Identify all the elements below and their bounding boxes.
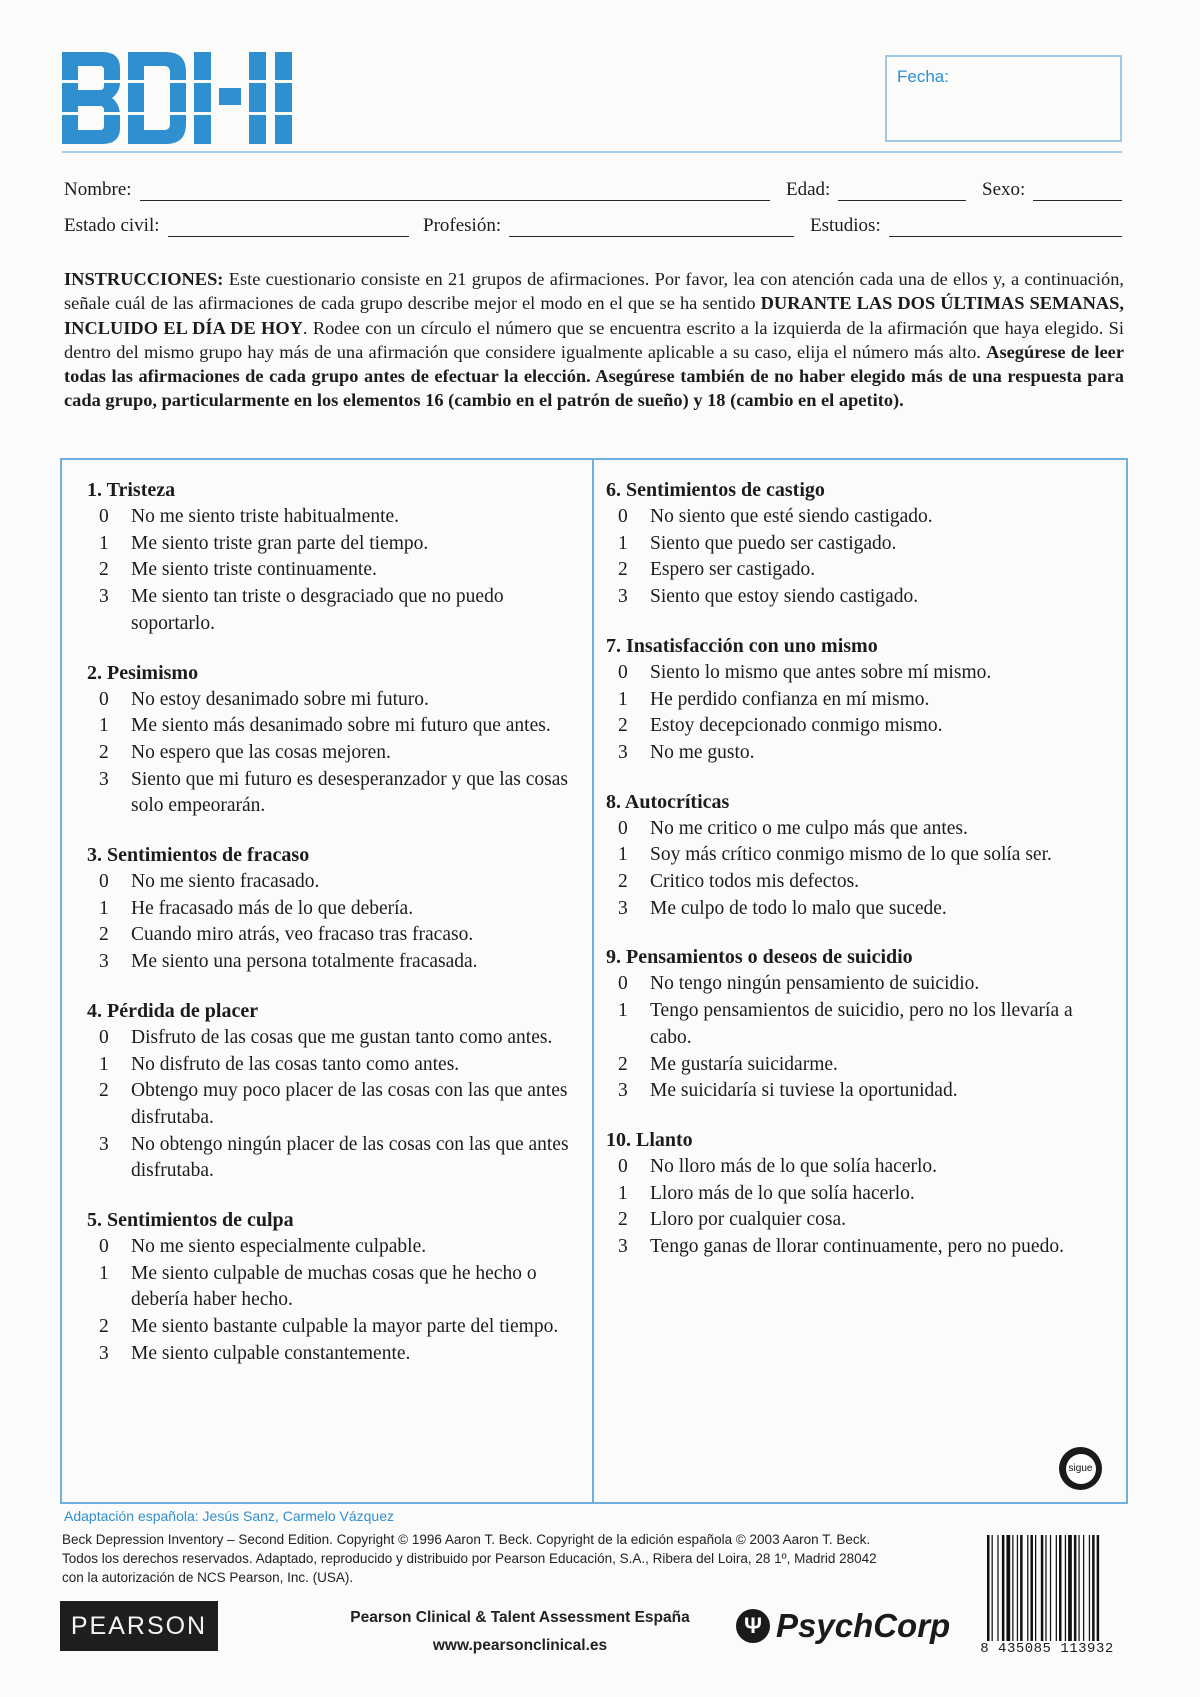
barcode-bar (1045, 1535, 1046, 1645)
question-item (606, 1127, 1096, 1261)
answer-option[interactable] (87, 1234, 587, 1261)
question-item (87, 477, 587, 638)
answer-text: No tengo ningún pensamiento de suicidio. (650, 973, 980, 995)
date-label: Fecha: (897, 67, 949, 86)
answer-number[interactable]: 0 (618, 1155, 628, 1177)
answer-option[interactable] (87, 1261, 587, 1314)
question-item (87, 660, 587, 821)
sex-field[interactable] (1033, 180, 1122, 201)
answer-option[interactable] (87, 869, 587, 896)
answer-number[interactable]: 2 (99, 741, 109, 763)
publisher-website[interactable]: www.pearsonclinical.es (432, 1637, 608, 1654)
barcode-bar (1020, 1535, 1023, 1645)
answer-option[interactable] (87, 584, 587, 637)
answer-option[interactable] (87, 1314, 587, 1341)
header-divider (62, 151, 1122, 153)
answer-number[interactable]: 2 (618, 559, 628, 581)
answer-option[interactable] (87, 1052, 587, 1079)
answer-option[interactable] (87, 949, 587, 976)
answer-number[interactable]: 3 (99, 586, 109, 608)
answer-option[interactable] (87, 687, 587, 714)
barcode-bar (1056, 1535, 1057, 1645)
answer-text: No disfruto de las cosas tanto como antes. (131, 1053, 460, 1075)
personal-data-row-1 (64, 173, 1122, 201)
profession-field[interactable] (509, 216, 794, 237)
continue-icon: sigue (1059, 1447, 1102, 1490)
answer-text: Siento lo mismo que antes sobre mí mismo. (650, 661, 992, 683)
answer-number[interactable]: 1 (99, 715, 109, 737)
answer-number[interactable]: 2 (99, 559, 109, 581)
answer-number[interactable]: 1 (618, 688, 628, 710)
question-item (87, 1207, 587, 1368)
answer-option[interactable] (606, 1078, 1096, 1105)
answer-text: He fracasado más de lo que debería. (131, 897, 414, 919)
answer-option[interactable] (606, 584, 1096, 611)
answer-option[interactable] (606, 504, 1096, 531)
column-divider (592, 459, 594, 1502)
name-label: Nombre: (64, 179, 132, 200)
answer-option[interactable] (606, 998, 1096, 1051)
answer-number[interactable]: 0 (618, 817, 628, 839)
answer-text: Me siento triste gran parte del tiempo. (131, 532, 429, 554)
answer-number[interactable]: 0 (99, 1236, 109, 1258)
civil-status-field[interactable] (168, 216, 409, 237)
answer-option[interactable] (606, 740, 1096, 767)
question-title: 2. Pesimismo (87, 661, 199, 684)
answer-number[interactable]: 3 (618, 1080, 628, 1102)
answer-text: Tengo ganas de llorar continuamente, pero no puedo. (650, 1236, 1064, 1258)
barcode (985, 1535, 1120, 1655)
answer-text: Estoy decepcionado conmigo mismo. (650, 715, 943, 737)
answer-option[interactable] (87, 1341, 587, 1368)
answer-option[interactable] (606, 713, 1096, 740)
answer-option[interactable] (606, 1207, 1096, 1234)
answer-number[interactable]: 1 (618, 532, 628, 554)
answer-number[interactable]: 2 (618, 1209, 628, 1231)
barcode-bar (1041, 1535, 1044, 1645)
answer-option[interactable] (606, 816, 1096, 843)
answer-number[interactable]: 0 (99, 871, 109, 893)
answer-number[interactable]: 3 (99, 1342, 109, 1364)
answer-option[interactable] (87, 504, 587, 531)
answer-option[interactable] (87, 1025, 587, 1052)
answer-option[interactable] (606, 687, 1096, 714)
items-column-right (606, 477, 1096, 1283)
pearson-logo: PEARSON (60, 1601, 218, 1651)
answer-option[interactable] (606, 842, 1096, 869)
question-title: 4. Pérdida de placer (87, 999, 259, 1022)
question-title: 6. Sentimientos de castigo (606, 479, 825, 501)
answer-number[interactable]: 3 (618, 586, 628, 608)
barcode-bar (1078, 1535, 1079, 1645)
answer-option[interactable] (606, 896, 1096, 923)
question-item (606, 477, 1096, 611)
barcode-bar (1074, 1535, 1077, 1645)
answer-text: Me siento culpable constantemente. (131, 1342, 411, 1364)
psychcorp-logo: Ψ PsychCorp (736, 1604, 950, 1648)
question-item (606, 789, 1096, 923)
answer-text: No me siento triste habitualmente. (131, 506, 400, 527)
answer-text: Espero ser castigado. (650, 559, 816, 581)
age-label: Edad: (786, 179, 831, 200)
answer-text: Tengo pensamientos de suicidio, pero no los llevaría a cabo. (650, 1000, 1073, 1048)
answer-option[interactable] (87, 1132, 587, 1185)
answer-number[interactable]: 3 (618, 897, 628, 919)
answer-text: Me siento tan triste o desgraciado que no puedo soportarlo. (131, 586, 504, 634)
answer-text: No me siento fracasado. (131, 871, 320, 893)
barcode-bar (1012, 1535, 1013, 1645)
question-title: 1. Tristeza (87, 479, 176, 501)
answer-number[interactable]: 3 (99, 768, 109, 790)
answer-number[interactable]: 2 (99, 924, 109, 946)
publisher-info (330, 1604, 710, 1660)
psi-icon: Ψ (736, 1609, 770, 1643)
answer-option[interactable] (606, 531, 1096, 558)
answer-option[interactable] (87, 1078, 587, 1131)
answer-number[interactable]: 1 (618, 1182, 628, 1204)
answer-text: Siento que mi futuro es desesperanzador y que las cosas solo empeorarán. (131, 768, 568, 817)
publisher-name: Pearson Clinical & Talent Assessment España (350, 1609, 690, 1626)
answer-text: Lloro por cualquier cosa. (650, 1209, 847, 1231)
answer-option[interactable] (606, 1234, 1096, 1261)
sex-label: Sexo: (982, 179, 1026, 200)
answer-text: He perdido confianza en mí mismo. (650, 688, 930, 710)
barcode-bar (992, 1535, 993, 1645)
answer-option[interactable] (87, 740, 587, 767)
answer-number[interactable]: 1 (99, 1053, 109, 1075)
answer-number[interactable]: 3 (99, 1133, 109, 1155)
answer-number[interactable]: 0 (618, 973, 628, 995)
answer-number[interactable]: 3 (618, 741, 628, 763)
answer-text: Siento que puedo ser castigado. (650, 532, 897, 554)
question-title: 3. Sentimientos de fracaso (87, 844, 310, 867)
studies-label: Estudios: (810, 215, 881, 236)
answer-option[interactable] (606, 1154, 1096, 1181)
answer-text: Me siento una persona totalmente fracasada. (131, 951, 478, 973)
adaptation-credit: Adaptación española: Jesús Sanz, Carmelo Vázquez (64, 1508, 394, 1524)
answer-option[interactable] (606, 1052, 1096, 1079)
barcode-bar (987, 1535, 990, 1645)
answer-number[interactable]: 0 (99, 1026, 109, 1048)
instructions: INSTRUCCIONES: Este cuestionario consiste en 21 grupos de afirmaciones. Por favor, lea con atención cada una de ellos y, a continuación, señale cuál de las afirmaciones de cada grupo describe mejor el modo en el que se ha sentido DURANTE LAS DOS ÚLTIMAS SEMANAS, INCLUIDO EL DÍA DE HOY. Rodee con un círculo el número que se encuentra escrito a la izquierda de la afirmación que haya elegido. Si dentro del mismo grupo hay más de una afirmación que considere igualmente aplicable a su caso, elija el número más alto. Asegúrese de leer todas las afirmaciones de cada grupo antes de efectuar la elección. Asegúrese también de no haber elegido más de una respuesta para cada grupo, particularmente en los elementos 16 (cambio en el patrón de sueño) y 18 (cambio en el apetito). (64, 269, 1124, 411)
answer-text: Me siento bastante culpable la mayor parte del tiempo. (131, 1316, 559, 1338)
answer-text: Me suicidaría si tuviese la oportunidad. (650, 1080, 958, 1102)
answer-text: Obtengo muy poco placer de las cosas con las que antes disfrutaba. (131, 1080, 568, 1128)
name-field[interactable] (140, 180, 770, 201)
answer-text: No siento que esté siendo castigado. (650, 506, 933, 527)
date-field[interactable] (885, 55, 1122, 142)
answer-option[interactable] (606, 557, 1096, 584)
answer-option[interactable] (87, 922, 587, 949)
items-column-left (87, 477, 587, 1390)
answer-text: No lloro más de lo que solía hacerlo. (650, 1155, 938, 1177)
question-title: 8. Autocríticas (606, 790, 730, 813)
answer-number[interactable]: 2 (618, 715, 628, 737)
answer-number[interactable]: 1 (99, 532, 109, 554)
barcode-bar (1050, 1535, 1051, 1645)
answer-text: Me culpo de todo lo malo que sucede. (650, 897, 947, 919)
question-title: 10. Llanto (606, 1128, 693, 1151)
answer-option[interactable] (606, 1181, 1096, 1208)
answer-option[interactable] (87, 896, 587, 923)
answer-text: No me siento especialmente culpable. (131, 1236, 427, 1258)
profession-label: Profesión: (423, 215, 502, 236)
barcode-bar (1097, 1535, 1100, 1645)
answer-option[interactable] (606, 660, 1096, 687)
answer-text: Me siento más desanimado sobre mi futuro que antes. (131, 715, 551, 737)
barcode-bar (1002, 1535, 1005, 1645)
answer-number[interactable]: 0 (618, 506, 628, 527)
answer-text: Me gustaría suicidarme. (650, 1053, 838, 1075)
question-item (87, 842, 587, 976)
copyright-notice: Beck Depression Inventory – Second Edition. Copyright © 1996 Aaron T. Beck. Copyright de la edición española © 2003 Aaron T. Beck. Todos los derechos reservados. Adaptado, reproducido y distribuido por Pearson Educación, S.A., Ribera del Loira, 28 1º, Madrid 28042 con la autorización de NCS Pearson, Inc. (USA). (62, 1532, 877, 1585)
bdi-ii-logo (62, 52, 294, 144)
answer-option[interactable] (606, 869, 1096, 896)
answer-number[interactable]: 2 (99, 1080, 109, 1102)
answer-number[interactable]: 2 (99, 1316, 109, 1338)
answer-number[interactable]: 1 (618, 844, 628, 866)
question-item (87, 998, 587, 1185)
barcode-bar (1027, 1535, 1028, 1645)
answer-text: Me siento triste continuamente. (131, 559, 377, 581)
answer-text: Siento que estoy siendo castigado. (650, 586, 919, 608)
answer-text: Disfruto de las cosas que me gustan tanto como antes. (131, 1026, 553, 1048)
answer-option[interactable] (87, 767, 587, 820)
studies-field[interactable] (889, 216, 1122, 237)
answer-text: No me gusto. (650, 741, 755, 763)
answer-text: No estoy desanimado sobre mi futuro. (131, 688, 429, 710)
question-item (606, 633, 1096, 767)
barcode-bar (1068, 1535, 1072, 1645)
barcode-bar (1035, 1535, 1036, 1645)
answer-number[interactable]: 1 (99, 1262, 109, 1284)
question-title: 5. Sentimientos de culpa (87, 1209, 294, 1232)
answer-text: No me critico o me culpo más que antes. (650, 817, 968, 839)
barcode-bar (1065, 1535, 1066, 1645)
answer-text: No obtengo ningún placer de las cosas con las que antes disfrutaba. (131, 1133, 569, 1182)
barcode-bar (1089, 1535, 1090, 1645)
answer-option[interactable] (87, 713, 587, 740)
answer-number[interactable]: 2 (618, 871, 628, 893)
barcode-bar (1030, 1535, 1033, 1645)
question-title: 9. Pensamientos o deseos de suicidio (606, 946, 913, 969)
answer-text: Cuando miro atrás, veo fracaso tras fracaso. (131, 924, 474, 946)
answer-option[interactable] (606, 971, 1096, 998)
answer-text: Soy más crítico conmigo mismo de lo que solía ser. (650, 844, 1052, 866)
barcode-bar (1059, 1535, 1062, 1645)
answer-number[interactable]: 2 (618, 1053, 628, 1075)
question-title: 7. Insatisfacción con uno mismo (606, 634, 878, 657)
answer-number[interactable]: 3 (99, 951, 109, 973)
personal-data-row-2 (64, 209, 1122, 237)
answer-text: Lloro más de lo que solía hacerlo. (650, 1182, 915, 1204)
barcode-number: 8 435085 113932 (968, 1641, 1126, 1657)
age-field[interactable] (838, 180, 966, 201)
answer-number[interactable]: 1 (618, 1000, 628, 1022)
answer-number[interactable]: 0 (99, 688, 109, 710)
question-item (606, 944, 1096, 1105)
answer-number[interactable]: 0 (618, 661, 628, 683)
answer-text: No espero que las cosas mejoren. (131, 741, 391, 763)
barcode-bar (1017, 1535, 1018, 1645)
barcode-bar (1006, 1535, 1010, 1645)
civil-status-label: Estado civil: (64, 215, 160, 236)
answer-number[interactable]: 0 (99, 506, 109, 527)
answer-text: Me siento culpable de muchas cosas que he hecho o debería haber hecho. (131, 1262, 537, 1311)
answer-option[interactable] (87, 531, 587, 558)
barcode-bar (997, 1535, 998, 1645)
answer-option[interactable] (87, 557, 587, 584)
answer-text: Critico todos mis defectos. (650, 871, 860, 893)
answer-number[interactable]: 1 (99, 897, 109, 919)
barcode-bar (1092, 1535, 1095, 1645)
answer-number[interactable]: 3 (618, 1236, 628, 1258)
barcode-bar (1083, 1535, 1084, 1645)
